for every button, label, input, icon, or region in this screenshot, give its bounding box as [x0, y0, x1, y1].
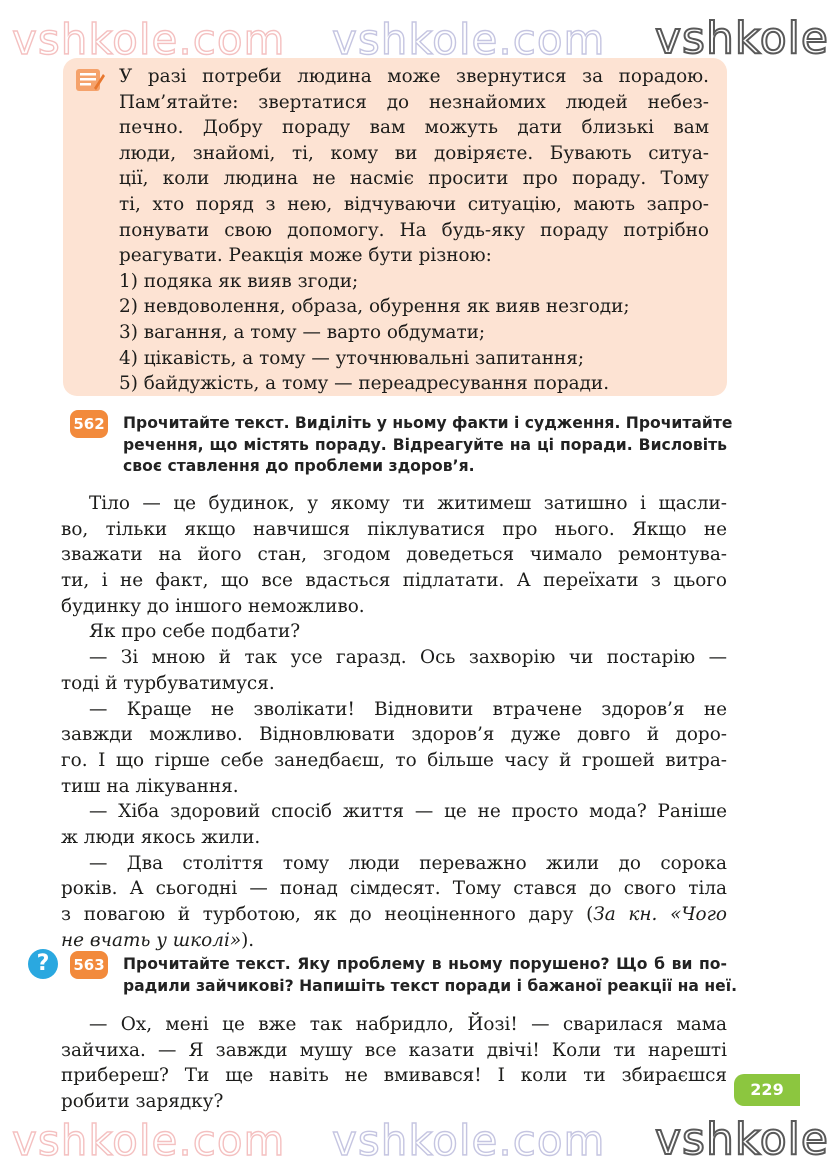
note-line: Пам’ятайте: звертатися до незнайомих людей небез- [119, 91, 709, 113]
task-line: Прочитайте текст. Яку проблему в ньому порушено? Що б ви по- [123, 955, 727, 973]
text-line: Як про себе подбати? [89, 621, 301, 643]
watermark: vshkole.com [12, 15, 286, 64]
exercise-563-task [123, 954, 737, 997]
text-line: Тіло — це будинок, у якому ти житимеш затишно і щасли- [89, 493, 727, 514]
text-line: зважати на його стан, згодом доведеться чимало ремонтува- [61, 544, 727, 566]
note-line: ті, хто поряд з нею, відчуваючи ситуацію, мають запро- [119, 193, 709, 215]
page-number: 229 [734, 1074, 800, 1106]
note-text [119, 64, 709, 397]
task-line: Прочитайте текст. Виділіть у ньому факти і судження. Прочитайте [123, 414, 733, 432]
source-italic: не вчать у школі» [61, 929, 242, 951]
exercise-number-badge: 562 [70, 410, 108, 438]
task-line: радили зайчикові? Напишіть текст поради і бажаної реакції на неї. [123, 976, 737, 995]
watermark: vshkole.com [12, 1116, 286, 1165]
exercise-562-task [123, 413, 733, 478]
text-fragment: з повагою й турботою, як до неоціненного дару ( [61, 904, 594, 925]
note-line: люди, знайомі, ті, кому ви довіряєте. Бувають ситуа- [119, 142, 709, 164]
note-line: ції, коли людина не насміє просити про пораду. Тому [119, 168, 709, 190]
text-line: — Два століття тому люди переважно жили до сорока [89, 852, 727, 874]
watermark: vshkole.com [332, 15, 606, 64]
note-line: печно. Добру пораду вам можуть дати близькі вам [119, 117, 709, 139]
text-line: — Зі мною й так усе гаразд. Ось захворію чи постарію — [89, 647, 727, 669]
exercise-563-text [61, 1012, 727, 1115]
text-line: — Ох, мені це вже так набридло, Йозі! — сварилася мама [89, 1014, 727, 1035]
text-line: будинку до іншого неможливо. [61, 595, 365, 617]
note-list-item: 4) цікавість, а тому — уточнювальні запитання; [119, 347, 585, 369]
task-line: речення, що містять пораду. Відреагуйте на ці поради. Висловіть [123, 435, 727, 454]
note-line: понувати свою допомогу. На будь-яку пораду потрібно [119, 219, 709, 241]
note-line: У разі потреби людина може звернутися за порадою. [119, 66, 709, 87]
exercise-562-text [61, 491, 727, 953]
question-icon: ? [28, 949, 58, 979]
text-line: во, тільки якщо навчишся піклуватися про нього. Якщо не [61, 518, 727, 540]
watermark: vshkole [655, 13, 829, 64]
text-line: тиш на лікування. [61, 775, 239, 797]
watermark: vshkole.com [332, 1116, 606, 1165]
text-fragment: ). [241, 929, 255, 951]
exercise-number-badge: 563 [70, 951, 108, 979]
task-line: своє ставлення до проблеми здоров’я. [123, 457, 475, 475]
text-line: робити зарядку? [61, 1091, 224, 1113]
text-line: — Хіба здоровий спосіб життя — це не просто мода? Раніше [89, 801, 727, 823]
note-icon [74, 66, 106, 94]
text-line: зайчиха. — Я завжди мушу все казати двічі! Коли ти нарешті [61, 1039, 727, 1061]
source-italic: За кн. «Чого [593, 904, 727, 925]
note-list-item: 1) подяка як вияв згоди; [119, 270, 359, 292]
watermark: vshkole [655, 1114, 829, 1165]
text-line-with-source [61, 902, 727, 928]
text-line: тоді й турбуватимуся. [61, 672, 275, 694]
text-line-with-source [61, 928, 727, 954]
text-line: го. І що гірше себе занедбаєш, то більше часу й грошей витра- [61, 749, 727, 771]
text-line: років. А сьогодні — понад сімдесят. Тому стався до свого тіла [61, 878, 727, 900]
note-list-item: 5) байдужість, а тому — переадресування поради. [119, 373, 610, 395]
text-line: — Краще не зволікати! Відновити втрачене здоров’я не [89, 698, 727, 720]
text-line: ж люди якось жили. [61, 826, 261, 848]
note-list-item: 2) невдоволення, образа, обурення як вияв незгоди; [119, 296, 630, 318]
note-list-item: 3) вагання, а тому — варто обдумати; [119, 321, 486, 343]
text-line: завжди можливо. Відновлювати здоров’я дуже довго й доро- [61, 724, 727, 746]
text-line: прибереш? Ти ще навіть не вмивався! І коли ти збираєшся [61, 1065, 727, 1087]
note-line: реагувати. Реакція може бути різною: [119, 245, 492, 267]
text-line: ти, і не факт, що все вдасться підлатати. А переїхати з цього [61, 570, 727, 592]
